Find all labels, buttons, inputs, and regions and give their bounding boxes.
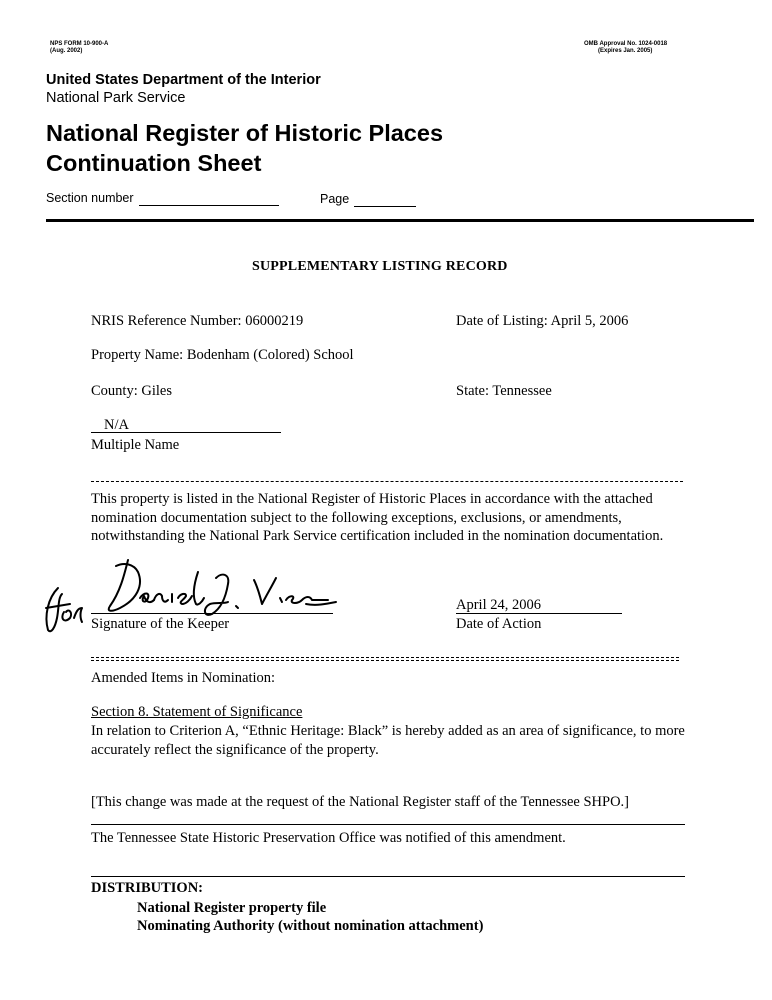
distribution-item: National Register property file: [137, 900, 327, 916]
signature-label: Signature of the Keeper: [91, 616, 230, 632]
dashed-separator: [91, 481, 683, 482]
form-number: NPS FORM 10-900-A: [50, 41, 109, 47]
form-date: (Aug. 2002): [50, 48, 83, 54]
signature-line: [91, 613, 333, 614]
nris-reference: NRIS Reference Number: 06000219: [91, 313, 304, 329]
page-label: Page: [320, 192, 350, 206]
double-separator: [91, 657, 679, 661]
date-of-listing: Date of Listing: April 5, 2006: [456, 313, 629, 329]
note-divider-top: [91, 824, 685, 825]
date-of-action-value: April 24, 2006: [456, 597, 541, 613]
page-title: National Register of Historic Places: [46, 120, 444, 146]
omb-expires: (Expires Jan. 2005): [598, 48, 653, 54]
section-number-field[interactable]: [139, 205, 279, 206]
distribution-heading: DISTRIBUTION:: [91, 880, 203, 896]
listing-statement: This property is listed in the National Register of Historic Places in accordance with the attached nomination documentation subject to the following exceptions, exclusions, or amendments, notwithstanding the National Park Service certification included in the nomination documentation.: [91, 491, 664, 544]
county: County: Giles: [91, 383, 172, 399]
state: State: Tennessee: [456, 383, 552, 399]
multiple-name-value: N/A: [104, 417, 129, 433]
page-subtitle: Continuation Sheet: [46, 150, 262, 176]
property-name: Property Name: Bodenham (Colored) School: [91, 347, 354, 363]
section-number-label: Section number: [46, 191, 134, 205]
amendment-body: In relation to Criterion A, “Ethnic Heritage: Black” is hereby added as an area of significance, to more accurately reflect the significance of the property.: [91, 723, 685, 758]
service-name: National Park Service: [46, 90, 186, 106]
multiple-name-label: Multiple Name: [91, 437, 180, 453]
amended-items-heading: Amended Items in Nomination:: [91, 670, 276, 686]
notified-note: The Tennessee State Historic Preservation Office was notified of this amendment.: [91, 830, 566, 846]
header-divider: [46, 219, 754, 222]
date-of-action-line: [456, 613, 622, 614]
amended-section-title: Section 8. Statement of Significance: [91, 704, 303, 720]
note-divider-bottom: [91, 876, 685, 877]
request-note: [This change was made at the request of the National Register staff of the Tennessee SHPO.]: [91, 794, 630, 810]
omb-approval: OMB Approval No. 1024-0018: [584, 41, 668, 47]
distribution-item: Nominating Authority (without nomination attachment): [137, 918, 484, 934]
record-heading: SUPPLEMENTARY LISTING RECORD: [252, 259, 508, 274]
date-of-action-label: Date of Action: [456, 616, 542, 632]
department-name: United States Department of the Interior: [46, 72, 321, 88]
multiple-name-underline: [91, 432, 281, 433]
page-number-field[interactable]: [354, 206, 416, 207]
